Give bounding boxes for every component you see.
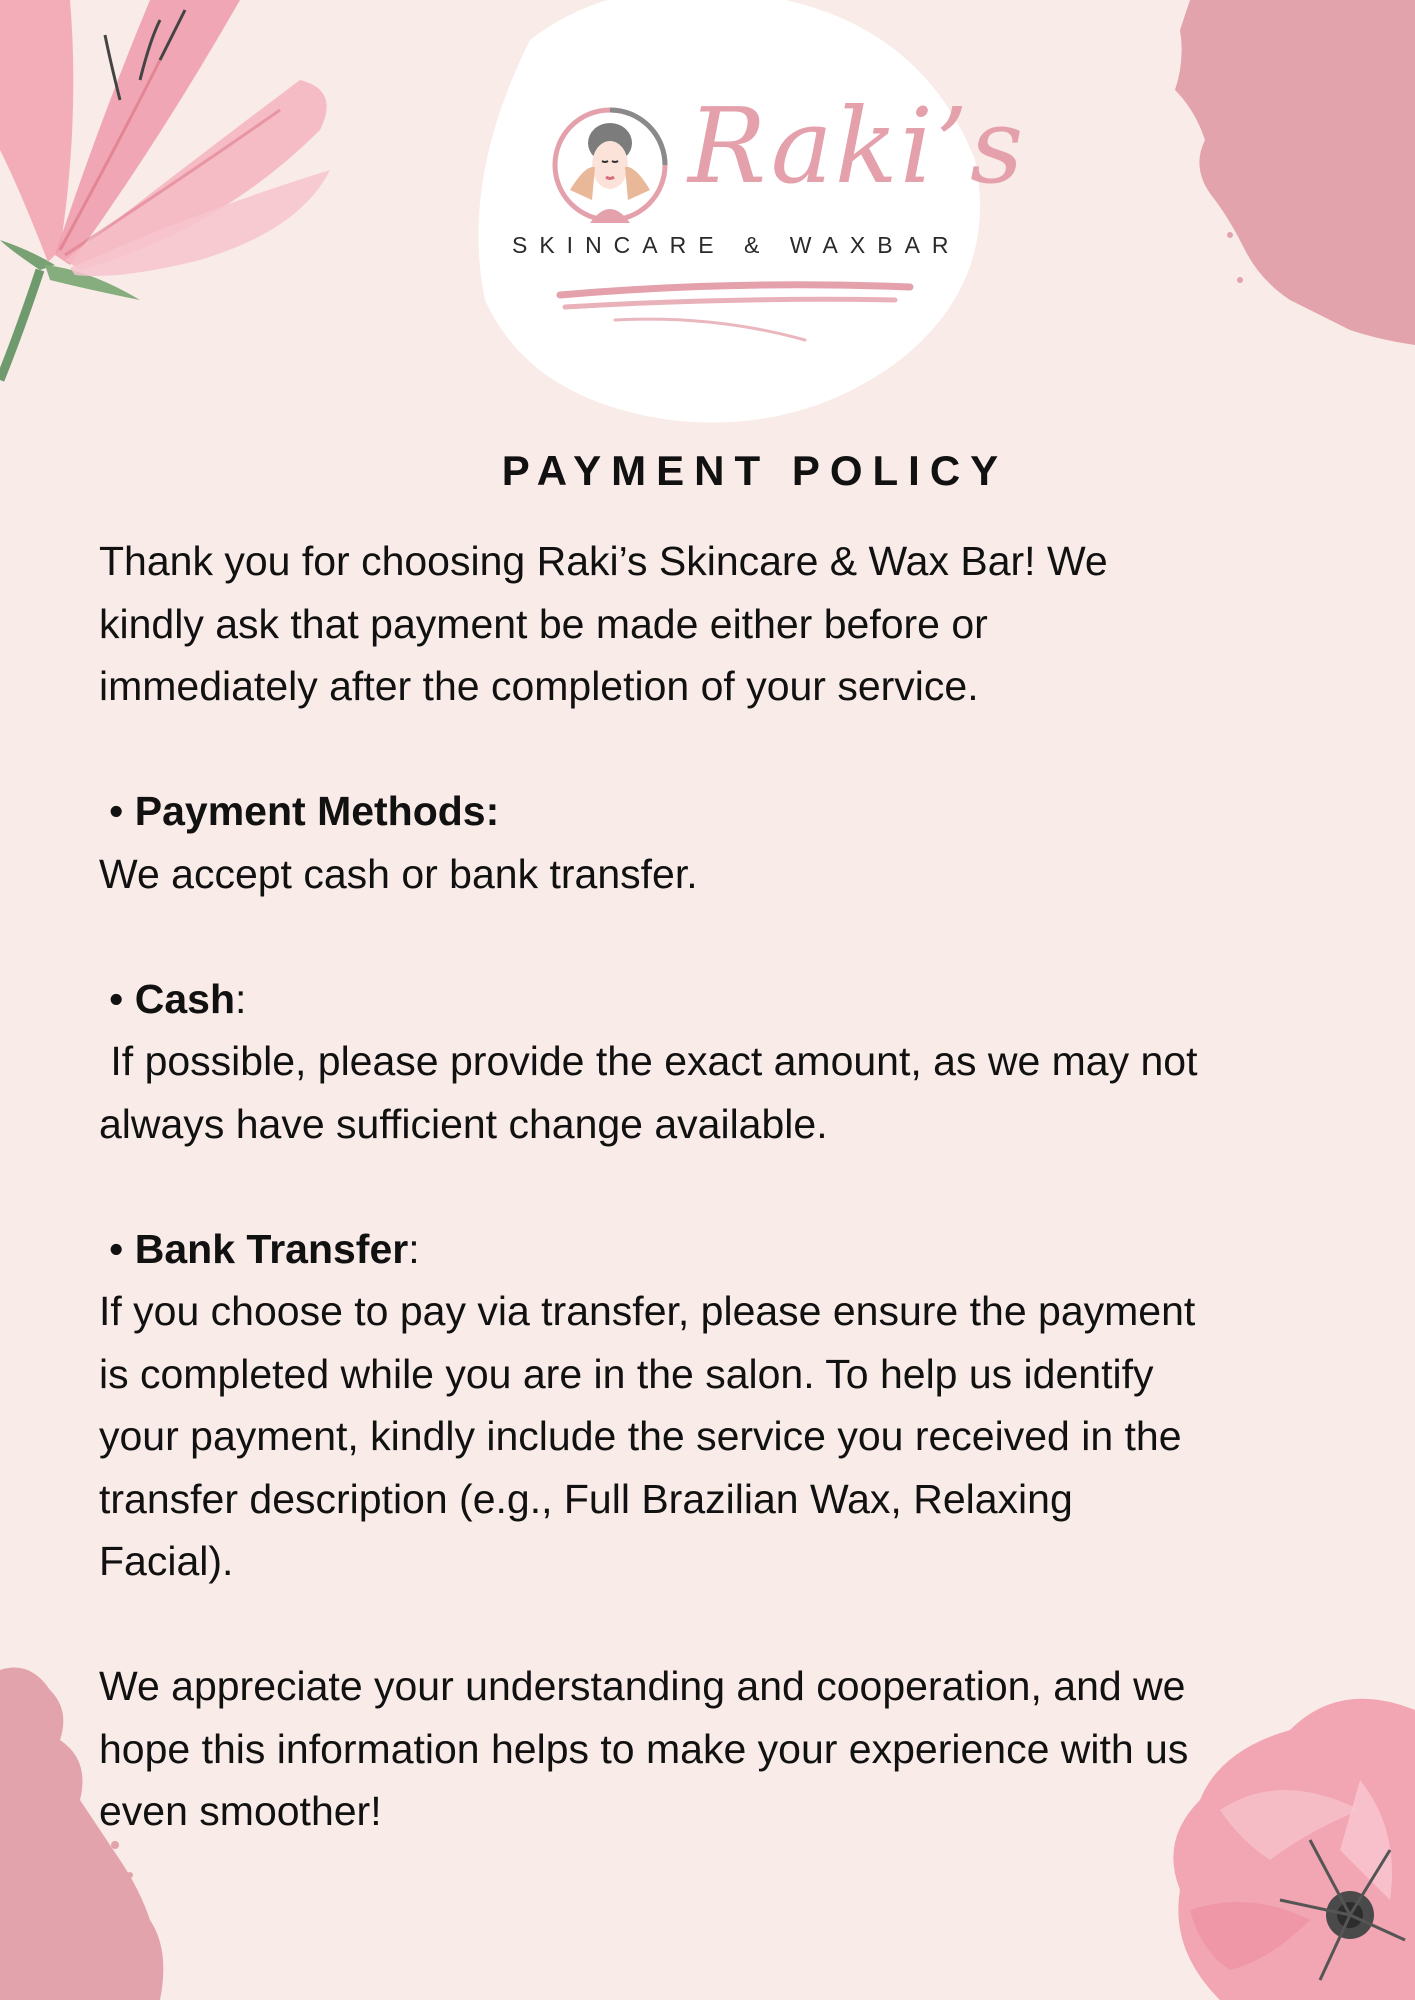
- section-heading-text: Payment Methods:: [134, 788, 500, 834]
- section-cash: [99, 968, 1329, 1156]
- section-line: We accept cash or bank transfer.: [99, 850, 698, 897]
- face-emblem-icon: [550, 105, 670, 225]
- intro-line: immediately after the completion of your service.: [99, 663, 979, 709]
- intro-line: kindly ask that payment be made either before or: [99, 600, 988, 647]
- brand-tagline: SKINCARE & WAXBAR: [512, 232, 961, 258]
- section-heading: [99, 780, 1329, 843]
- intro-line: Thank you for choosing Raki’s Skincare & Wax Bar! We: [99, 538, 1108, 584]
- section-line: transfer description (e.g., Full Brazilian Wax, Relaxing: [99, 1475, 1073, 1522]
- section-heading: [99, 968, 1329, 1031]
- section-payment-methods: [99, 780, 1329, 905]
- bullet: •: [109, 1225, 124, 1272]
- bullet: •: [109, 975, 124, 1022]
- section-line: Facial).: [99, 1538, 234, 1584]
- page-title: PAYMENT POLICY: [501, 447, 1009, 494]
- closing-line: hope this information helps to make your experience with us: [99, 1725, 1189, 1772]
- section-line: If possible, please provide the exact amount, as we may not: [99, 1038, 1198, 1084]
- section-heading-suffix: :: [235, 975, 247, 1022]
- logo: [470, 0, 1026, 430]
- closing-line: We appreciate your understanding and cooperation, and we: [99, 1663, 1186, 1709]
- section-line: your payment, kindly include the service you received in the: [99, 1413, 1182, 1459]
- section-heading-text: Bank Transfer: [134, 1225, 409, 1272]
- section-heading: [99, 1218, 1329, 1281]
- section-heading-text: Cash: [134, 975, 236, 1022]
- brand-name: Raki’s: [688, 85, 1026, 207]
- paint-splash-top-right-icon: [1170, 0, 1415, 355]
- section-bank-transfer: [99, 1218, 1329, 1593]
- closing-line: even smoother!: [99, 1788, 382, 1834]
- section-line: always have sufficient change available.: [99, 1100, 828, 1147]
- bullet: •: [109, 788, 124, 834]
- brush-stroke-icon: [555, 275, 915, 345]
- policy-content: [99, 530, 1329, 1843]
- closing-paragraph: [99, 1655, 1329, 1843]
- section-heading-suffix: :: [408, 1225, 420, 1272]
- section-line: is completed while you are in the salon. To help us identify: [99, 1350, 1154, 1397]
- flower-top-left-icon: [0, 0, 360, 390]
- section-line: If you choose to pay via transfer, please ensure the payment: [99, 1288, 1196, 1334]
- intro-paragraph: [99, 530, 1329, 718]
